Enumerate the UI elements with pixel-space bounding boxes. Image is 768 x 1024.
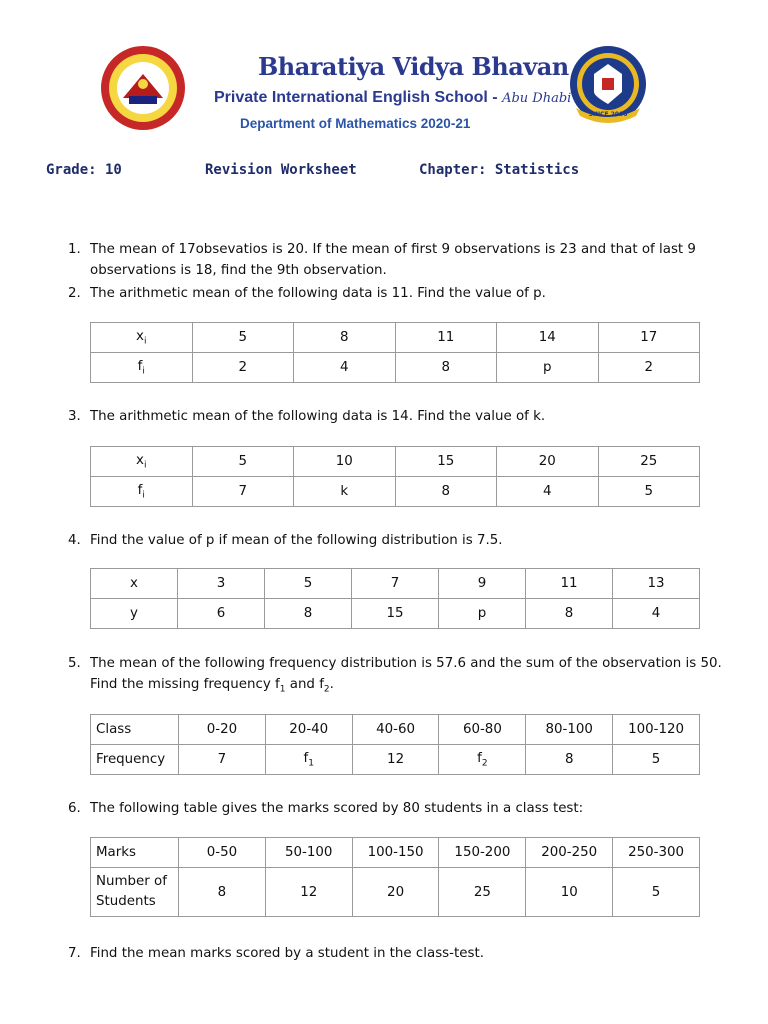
logo-since-text: SINCE 2006 (588, 111, 628, 118)
table-cell: 20 (497, 447, 599, 477)
row-label: Marks (91, 838, 179, 868)
row-label: x (91, 569, 178, 599)
table-cell: 4 (613, 599, 700, 629)
table-cell: 25 (439, 868, 526, 917)
row-label: $x_i$ (91, 447, 193, 477)
table-cell: 2 (192, 353, 294, 383)
table-cell: 5 (613, 868, 700, 917)
table-cell: 8 (294, 323, 396, 353)
table-cell: 3 (178, 569, 265, 599)
school-subtitle (214, 89, 571, 107)
table-cell: 15 (352, 599, 439, 629)
table-cell: $f_2$ (439, 745, 526, 775)
question-number: 4. (68, 533, 81, 548)
table-cell: 12 (352, 745, 439, 775)
table-cell: 100-150 (352, 838, 439, 868)
school-name: Bharatiya Vidya Bhavan (258, 52, 569, 81)
question-6 (68, 798, 738, 819)
page-header (0, 0, 768, 140)
table-cell: 12 (265, 868, 352, 917)
worksheet-title: Revision Worksheet (205, 162, 357, 178)
table-cell: k (294, 477, 396, 507)
question-text: Find the value of p if mean of the following distribution is 7.5. (90, 533, 503, 548)
table-cell: 5 (613, 745, 700, 775)
table-row (91, 715, 700, 745)
question-text: The arithmetic mean of the following data is 14. Find the value of k. (90, 409, 546, 424)
chapter-label: Chapter: Statistics (419, 162, 580, 178)
table-cell: p (439, 599, 526, 629)
table-cell: 4 (497, 477, 599, 507)
table-cell: 60-80 (439, 715, 526, 745)
table-cell: 20-40 (265, 715, 352, 745)
row-label: y (91, 599, 178, 629)
table-cell: 5 (192, 447, 294, 477)
row-label: Number of Students (91, 868, 179, 917)
table-cell: 25 (598, 447, 700, 477)
table-row (91, 838, 700, 868)
table-cell: 8 (526, 745, 613, 775)
table-row (91, 477, 700, 507)
table-cell: 80-100 (526, 715, 613, 745)
row-label: Class (91, 715, 179, 745)
table-q5 (90, 714, 700, 775)
table-cell: 15 (395, 447, 497, 477)
table-row (91, 599, 700, 629)
table-cell: 7 (352, 569, 439, 599)
school-emblem-left (99, 44, 187, 132)
table-cell: 6 (178, 599, 265, 629)
question-3 (68, 406, 738, 427)
table-q6 (90, 837, 700, 917)
table-cell: 7 (179, 745, 266, 775)
table-row (91, 323, 700, 353)
question-text: The mean of the following frequency distribution is 57.6 and the sum of the observation is 50. Find the missing frequency $f_1$ and $f_2$. (90, 656, 722, 695)
table-row (91, 745, 700, 775)
row-label: $x_i$ (91, 323, 193, 353)
question-number: 5. (68, 656, 81, 671)
table-q2 (90, 322, 700, 383)
table-cell: 11 (526, 569, 613, 599)
table-cell: 11 (395, 323, 497, 353)
table-cell: $f_1$ (265, 745, 352, 775)
grade-label: Grade: 10 (46, 162, 122, 178)
table-cell: 0-50 (179, 838, 266, 868)
question-7 (68, 943, 738, 964)
table-cell: 5 (598, 477, 700, 507)
table-cell: 17 (598, 323, 700, 353)
table-cell: 2 (598, 353, 700, 383)
table-row (91, 569, 700, 599)
table-cell: 10 (294, 447, 396, 477)
table-cell: 14 (497, 323, 599, 353)
row-label: $f_i$ (91, 353, 193, 383)
question-number: 2. (68, 286, 81, 301)
table-cell: 8 (395, 477, 497, 507)
row-label: $f_i$ (91, 477, 193, 507)
question-number: 6. (68, 801, 81, 816)
table-cell: 4 (294, 353, 396, 383)
row-label: Frequency (91, 745, 179, 775)
question-5 (68, 653, 738, 701)
table-cell: 5 (265, 569, 352, 599)
table-cell: 8 (265, 599, 352, 629)
table-row (91, 353, 700, 383)
table-cell: 40-60 (352, 715, 439, 745)
table-q4 (90, 568, 700, 629)
school-location: Abu Dhabi (502, 91, 572, 106)
question-1 (68, 239, 738, 281)
table-cell: 9 (439, 569, 526, 599)
table-cell: 150-200 (439, 838, 526, 868)
question-number: 3. (68, 409, 81, 424)
table-cell: 7 (192, 477, 294, 507)
question-2 (68, 283, 738, 304)
department-title: Department of Mathematics 2020-21 (240, 116, 471, 131)
table-cell: 8 (395, 353, 497, 383)
school-subtitle-text: Private International English School - (214, 89, 498, 106)
table-cell: 13 (613, 569, 700, 599)
question-text: The arithmetic mean of the following data is 11. Find the value of p. (90, 286, 546, 301)
question-text: The mean of 17obsevatios is 20. If the mean of first 9 observations is 23 and that of last 9 observations is 18, find the 9th observation. (90, 242, 696, 278)
table-cell: 250-300 (613, 838, 700, 868)
question-text: Find the mean marks scored by a student in the class-test. (90, 946, 484, 961)
table-cell: 5 (192, 323, 294, 353)
table-q3 (90, 446, 700, 507)
table-cell: p (497, 353, 599, 383)
table-cell: 8 (526, 599, 613, 629)
table-cell: 50-100 (265, 838, 352, 868)
table-cell: 10 (526, 868, 613, 917)
table-cell: 200-250 (526, 838, 613, 868)
table-row (91, 447, 700, 477)
table-cell: 100-120 (613, 715, 700, 745)
table-row (91, 868, 700, 917)
question-number: 7. (68, 946, 81, 961)
school-emblem-right (566, 44, 650, 126)
question-number: 1. (68, 242, 81, 257)
question-4 (68, 530, 738, 551)
table-cell: 0-20 (179, 715, 266, 745)
table-cell: 8 (179, 868, 266, 917)
question-text: The following table gives the marks scored by 80 students in a class test: (90, 801, 584, 816)
table-cell: 20 (352, 868, 439, 917)
